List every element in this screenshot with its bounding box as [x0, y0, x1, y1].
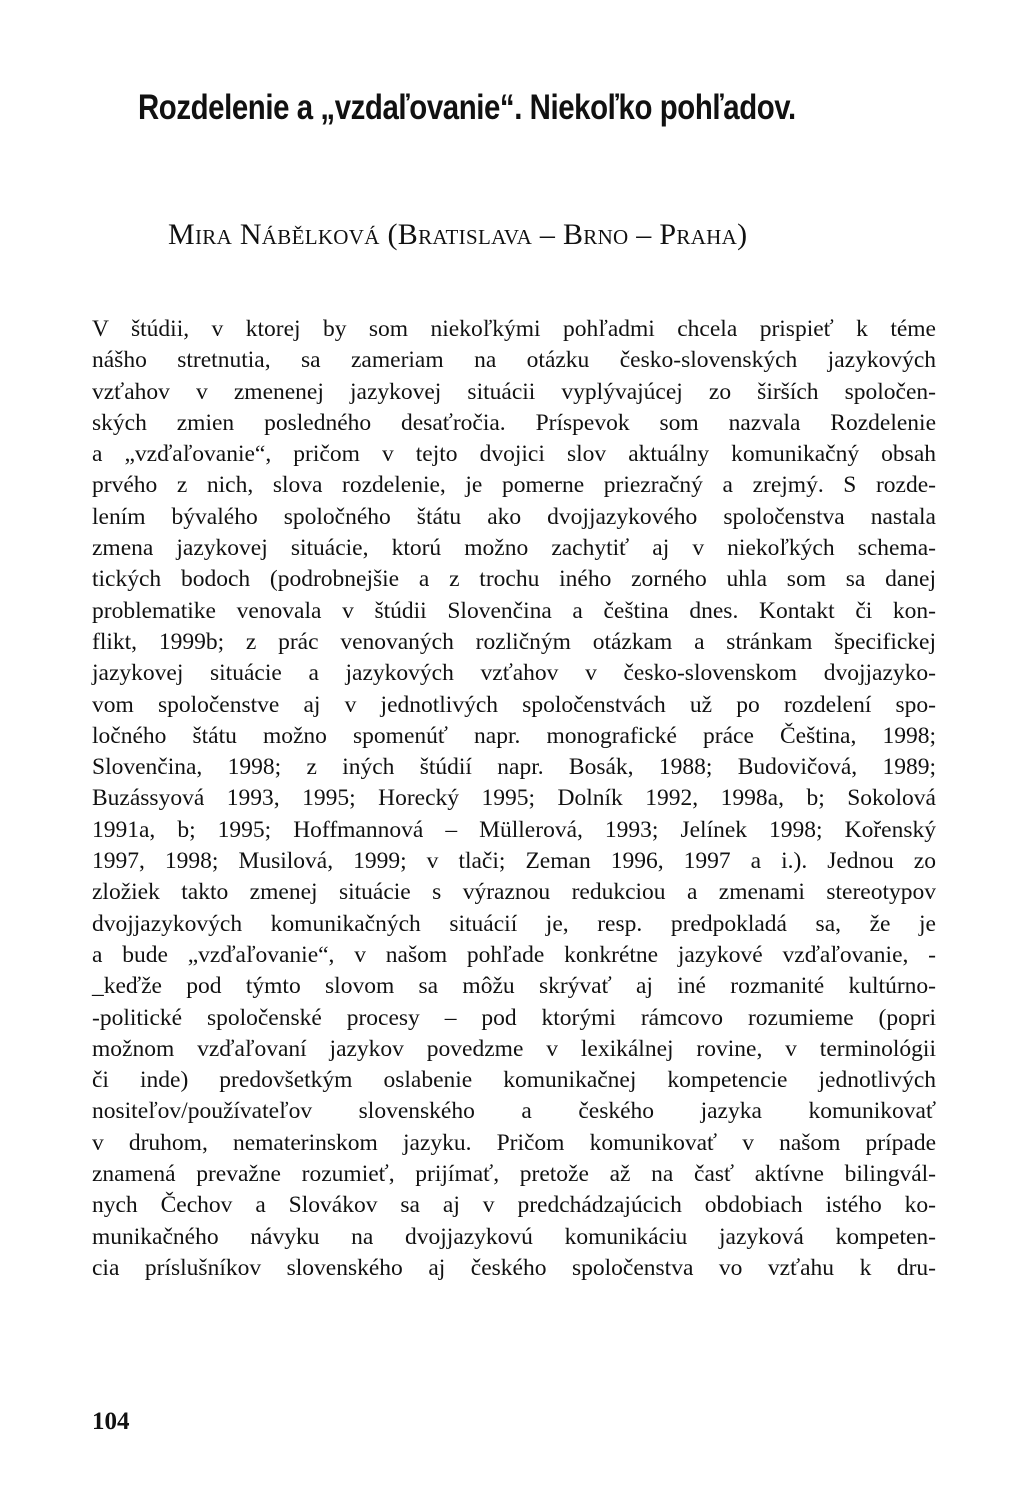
body-line: Slovenčina, 1998; z iných štúdií napr. Bosák, 1988; Budovičová, 1989; [92, 754, 936, 781]
body-line: či inde) predovšetkým oslabenie komunikačnej kompetencie jednotlivých [92, 1067, 936, 1094]
body-line: _keďže pod týmto slovom sa môžu skrývať aj iné rozmanité kultúrno- [92, 973, 936, 1000]
body-line: lením bývalého spoločného štátu ako dvojjazykového spoločenstva nastala [92, 503, 936, 530]
body-line: vom spoločenstve aj v jednotlivých spoločenstvách už po rozdelení spo- [92, 691, 936, 718]
body-line: ločného štátu možno spomenúť napr. monografické práce Čeština, 1998; [92, 722, 936, 749]
page-title: Rozdelenie a „vzdaľovanie“. Niekoľko pohľadov. [138, 88, 796, 127]
body-line: V štúdii, v ktorej by som niekoľkými pohľadmi chcela prispieť k téme [92, 316, 936, 342]
body-line: 1997, 1998; Musilová, 1999; v tlači; Zeman 1996, 1997 a i.). Jednou zo [92, 848, 936, 875]
body-line: 1991a, b; 1995; Hoffmannová – Müllerová, 1993; Jelínek 1998; Kořenský [92, 816, 936, 843]
body-line: -politické spoločenské procesy – pod ktorými rámcovo rozumieme (popri [92, 1004, 936, 1031]
body-line: nych Čechov a Slovákov sa aj v predchádzajúcich obdobiach istého ko- [92, 1192, 936, 1219]
body-line: ských zmien posledného desaťročia. Príspevok som nazvala Rozdelenie [92, 409, 936, 436]
body-line: flikt, 1999b; z prác venovaných rozličným otázkam a stránkam špecifickej [92, 628, 936, 655]
body-line: problematike venovala v štúdii Slovenčina a čeština dnes. Kontakt či kon- [92, 597, 936, 624]
body-line: a „vzďaľovanie“, pričom v tejto dvojici slov aktuálny komunikačný obsah [92, 441, 936, 468]
body-line: zmena jazykovej situácie, ktorú možno zachytiť aj v niekoľkých schema- [92, 535, 936, 562]
body-paragraph [92, 314, 936, 1284]
body-line: znamená prevažne rozumieť, prijímať, pretože až na časť aktívne bilingvál- [92, 1161, 936, 1188]
body-line: nositeľov/používateľov slovenského a českého jazyka komunikovať [92, 1098, 936, 1125]
body-line: prvého z nich, slova rozdelenie, je pomerne priezračný a zrejmý. S rozde- [92, 472, 936, 499]
body-line: v druhom, nematerinskom jazyku. Pričom komunikovať v našom prípade [92, 1129, 936, 1156]
body-line: jazykovej situácie a jazykových vzťahov v česko-slovenskom dvojjazyko- [92, 660, 936, 687]
body-line: možnom vzďaľovaní jazykov povedzme v lexikálnej rovine, v terminológii [92, 1035, 936, 1062]
body-line: cia príslušníkov slovenského aj českého spoločenstva vo vzťahu k dru- [92, 1254, 936, 1281]
body-line: munikačného návyku na dvojjazykovú komunikáciu jazyková kompeten- [92, 1223, 936, 1250]
body-line: zložiek takto zmenej situácie s výraznou redukciou a zmenami stereotypov [92, 879, 936, 906]
author-line: Mira Nábělková (Bratislava – Brno – Praha) [168, 218, 748, 251]
body-line: a bude „vzďaľovanie“, v našom pohľade konkrétne jazykové vzďaľovanie, - [92, 941, 936, 968]
page-number: 104 [92, 1408, 130, 1435]
body-line: tických bodoch (podrobnejšie a z trochu iného zorného uhla som sa danej [92, 566, 936, 593]
body-line: dvojjazykových komunikačných situácií je, resp. predpokladá sa, že je [92, 910, 936, 937]
body-line: nášho stretnutia, sa zameriam na otázku česko-slovenských jazykových [92, 347, 936, 374]
body-line: vzťahov v zmenenej jazykovej situácii vyplývajúcej zo širších spoločen- [92, 378, 936, 405]
body-line: Buzássyová 1993, 1995; Horecký 1995; Dolník 1992, 1998a, b; Sokolová [92, 785, 936, 812]
